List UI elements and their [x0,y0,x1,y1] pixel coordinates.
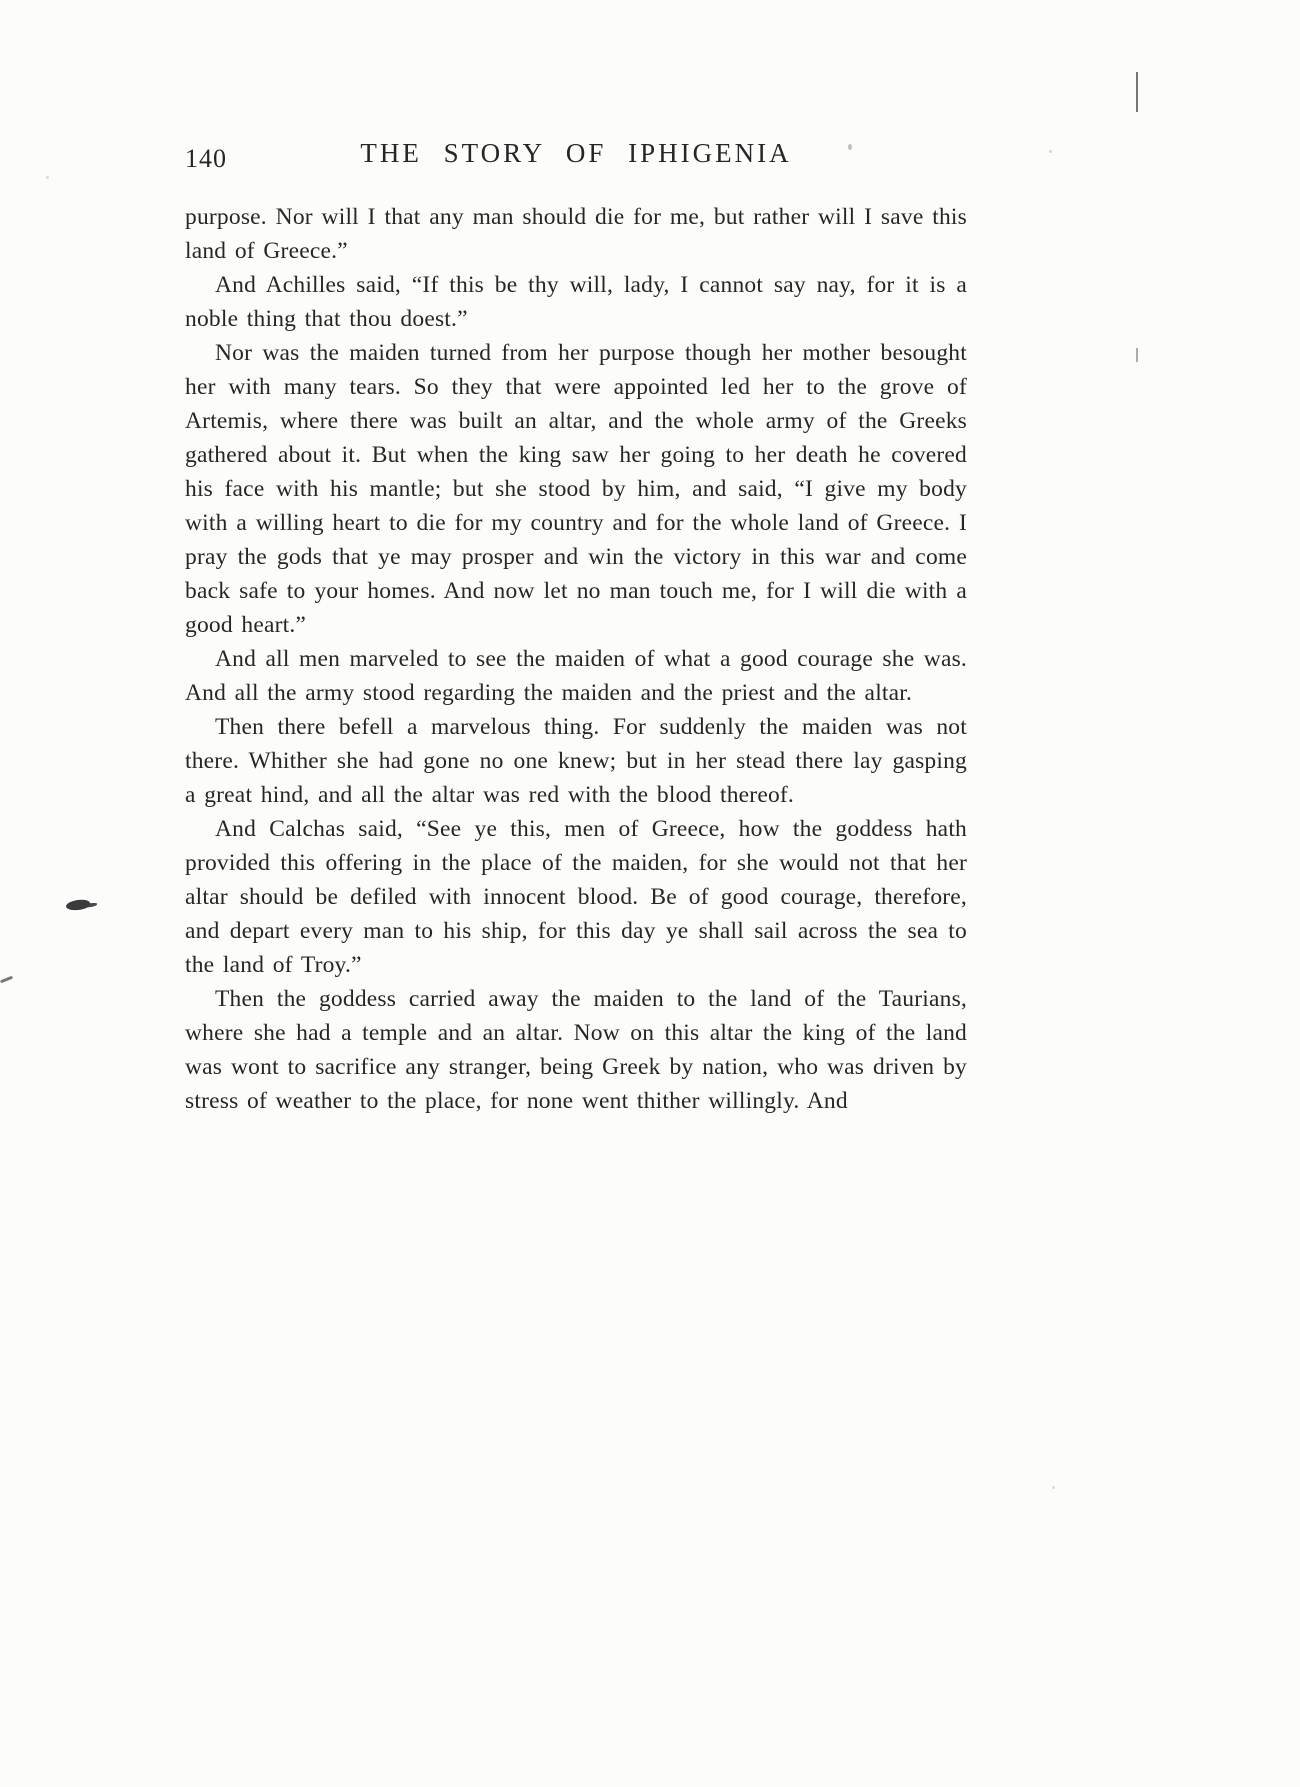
page-number: 140 [185,144,227,173]
paragraph: Then there befell a marvelous thing. For suddenly the maiden was not there. Whither she had gone no one knew; but in her stead there lay gasping a great hind, and all the altar was red with the blood thereof. [185,714,967,808]
text-block [185,200,967,1118]
scan-line-artifact [1136,72,1138,112]
scan-speck [46,176,49,179]
paragraph: And Achilles said, “If this be thy will, lady, I cannot say nay, for it is a noble thing that thou doest.” [185,272,967,332]
margin-pen-mark [0,976,13,984]
page-header [185,138,967,182]
paragraph: Then the goddess carried away the maiden to the land of the Taurians, where she had a temple and an altar. Now on this altar the king of the land was wont to sacrifice any stranger, being Greek by nation, who was driven by stress of weather to the place, for none went thither willingly. And [185,986,967,1114]
page-content [185,138,967,1118]
paragraph: Nor was the maiden turned from her purpose though her mother besought her with many tears. So they that were appointed led her to the grove of Artemis, where there was built an altar, and the whole army of the Greeks gathered about it. But when the king saw her going to her death he covered his face with his mantle; but she stood by him, and said, “I give my body with a willing heart to die for my country and for the whole land of Greece. I pray the gods that ye may prosper and win the victory in this war and come back safe to your homes. And now let no man touch me, for I will die with a good heart.” [185,340,967,638]
paragraph: And all men marveled to see the maiden of what a good courage she was. And all the army stood regarding the maiden and the priest and the altar. [185,646,967,706]
ink-smudge [66,899,91,911]
paragraph-continuation: purpose. Nor will I that any man should die for me, but rather will I save this land of Greece.” [185,204,967,264]
scan-speck [1052,1486,1055,1489]
running-title: THE STORY OF IPHIGENIA [360,138,792,168]
scan-line-artifact-small [1136,348,1138,362]
paragraph: And Calchas said, “See ye this, men of Greece, how the goddess hath provided this offering in the place of the maiden, for she would not that her altar should be defiled with innocent blood. Be of good courage, therefore, and depart every man to his ship, for this day ye shall sail across the sea to the land of Troy.” [185,816,967,978]
scan-speck [1049,150,1052,153]
